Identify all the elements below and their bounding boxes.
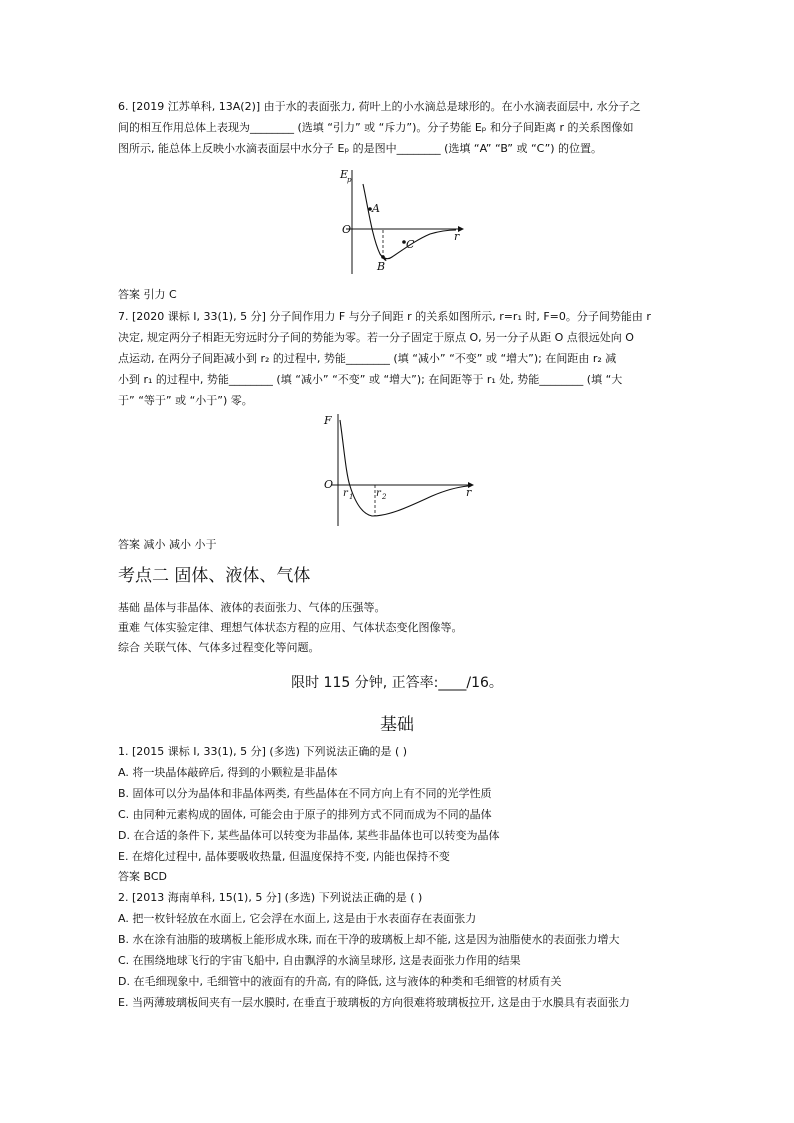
ep-y-sub: p [347,176,352,184]
f-x-label: r [466,486,472,499]
r1-label: r [343,488,348,499]
r2-sub: 2 [382,493,387,501]
point-a-label: A [372,202,380,215]
r1-sub: 1 [349,493,354,501]
q7-answer: 答案 减小 减小 小于 [118,538,217,551]
q1-option-a: A. 将一块晶体敲碎后, 得到的小颗粒是非晶体 [118,766,338,779]
q7-line-5: 于” “等于” 或 “小于”) 零。 [118,394,253,407]
section-item-basic: 基础 晶体与非晶体、液体的表面张力、气体的压强等。 [118,601,386,614]
q6-line-3: 图所示, 能总体上反映小水滴表面层中水分子 Eₚ 的是图中________ (选填 “A” “B” 或 “C”) 的位置。 [118,142,603,155]
f-curve [340,420,468,516]
f-origin-label: O [324,478,334,491]
q6-line-1: 6. [2019 江苏单科, 13A(2)] 由于水的表面张力, 荷叶上的小水滴总是球形的。在小水滴表面层中, 水分子之 [118,100,641,113]
q7-line-3: 点运动, 在两分子间距减小到 r₂ 的过程中, 势能________ (填 “减小” “不变” 或 “增大”); 在间距由 r₂ 减 [118,352,617,365]
q1-option-b: B. 固体可以分为晶体和非晶体两类, 有些晶体在不同方向上有不同的光学性质 [118,787,492,800]
q7-line-1: 7. [2020 课标 I, 33(1), 5 分] 分子间作用力 F 与分子间距 r 的关系如图所示, r=r₁ 时, F=0。分子间势能由 r [118,310,651,323]
section-title: 考点二 固体、液体、气体 [118,566,311,586]
section-item-comprehensive: 综合 关联气体、气体多过程变化等问题。 [118,641,320,654]
r2-label: r [376,488,381,499]
ep-origin-label: O [342,223,352,236]
q2-option-b: B. 水在涂有油脂的玻璃板上能形成水珠, 而在干净的玻璃板上却不能, 这是因为油脂使水的表面张力增大 [118,933,620,946]
q7-line-2: 决定, 规定两分子相距无穷远时分子间的势能为零。若一分子固定于原点 O, 另一分子从距 O 点很远处向 O [118,331,634,344]
basic-heading: 基础 [380,715,414,735]
ep-x-label: r [454,230,460,243]
force-distance-graph [320,408,480,530]
q2-option-e: E. 当两薄玻璃板间夹有一层水膜时, 在垂直于玻璃板的方向很难将玻璃板拉开, 这是由于水膜具有表面张力 [118,996,630,1009]
q1-option-c: C. 由同种元素构成的固体, 可能会由于原子的排列方式不同而成为不同的晶体 [118,808,492,821]
q1-option-d: D. 在合适的条件下, 某些晶体可以转变为非晶体, 某些非晶体也可以转变为晶体 [118,829,500,842]
q1-option-e: E. 在熔化过程中, 晶体要吸收热量, 但温度保持不变, 内能也保持不变 [118,850,450,863]
point-c-label: C [406,238,415,251]
q7-line-4: 小到 r₁ 的过程中, 势能________ (填 “减小” “不变” 或 “增大”); 在间距等于 r₁ 处, 势能________ (填 “大 [118,373,623,386]
q2-option-a: A. 把一枚针轻放在水面上, 它会浮在水面上, 这是由于水表面存在表面张力 [118,912,477,925]
q2-option-d: D. 在毛细现象中, 毛细管中的液面有的升高, 有的降低, 这与液体的种类和毛细管的材质有关 [118,975,562,988]
point-b-label: B [377,260,386,273]
q6-answer: 答案 引力 C [118,288,177,301]
f-y-label: F [324,414,332,427]
section-item-difficult: 重难 气体实验定律、理想气体状态方程的应用、气体状态变化图像等。 [118,621,463,634]
ep-y-label: E [340,168,349,181]
point-b-marker [381,255,385,259]
q2-stem: 2. [2013 海南单科, 15(1), 5 分] (多选) 下列说法正确的是 ( ) [118,891,423,904]
potential-energy-graph [330,162,470,278]
time-limit-text: 限时 115 分钟, 正答率:____/16。 [291,675,503,691]
q1-stem: 1. [2015 课标 I, 33(1), 5 分] (多选) 下列说法正确的是 ( ) [118,745,408,758]
q6-line-2: 间的相互作用总体上表现为________ (选填 “引力” 或 “斥力”)。分子势能 Eₚ 和分子间距离 r 的关系图像如 [118,121,634,134]
q1-answer: 答案 BCD [118,870,168,883]
q2-option-c: C. 在围绕地球飞行的宇宙飞船中, 自由飘浮的水滴呈球形, 这是表面张力作用的结果 [118,954,521,967]
